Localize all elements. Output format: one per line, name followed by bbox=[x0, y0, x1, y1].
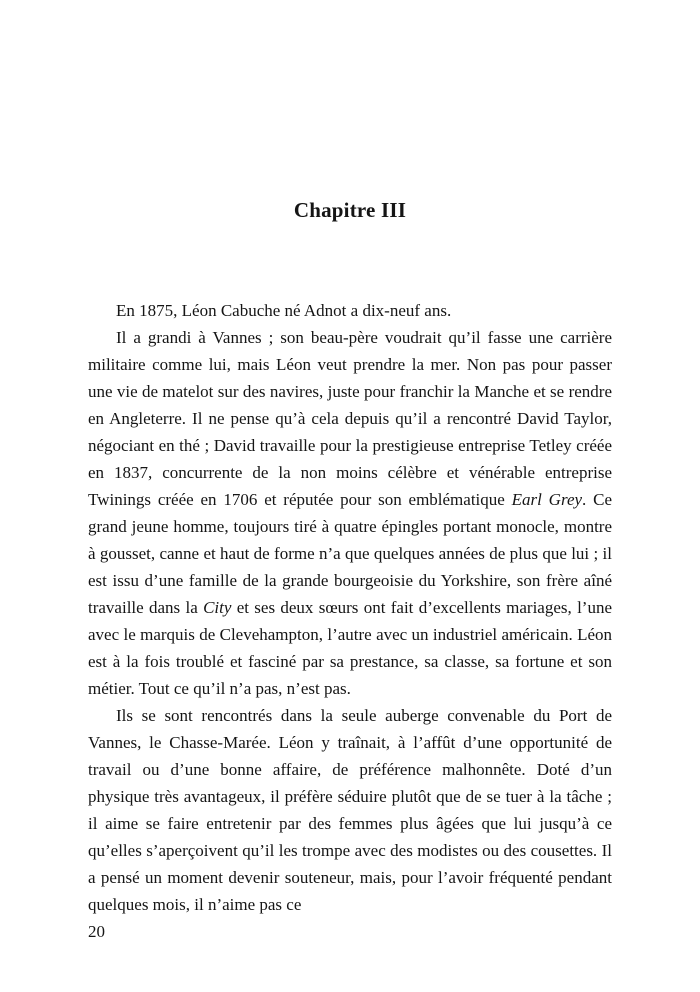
text-run: . Ce grand jeune homme, toujours tiré à quatre épingles portant monocle, montre à gousset, canne et haut de forme n’a que quelques années de plus que lui ; il est issu d’une famille de la grande bourgeoisie du Yorkshire, son frère aîné travaille dans la bbox=[88, 490, 612, 617]
text-run: Ils se sont rencontrés dans la seule auberge convenable du Port de Vannes, le Chasse-Marée. Léon y traînait, à l’affût d’une opportunité de travail ou d’une bonne affaire, de préférence malhonnête. Doté d’un physique très avantageux, il préfère séduire plutôt que de se tuer à la tâche ; il aime se faire entretenir par des femmes plus âgées que lui jusqu’à ce qu’elles s’aperçoivent qu’il les trompe avec des modistes ou des cousettes. Il a pensé un moment devenir souteneur, mais, pour l’avoir fréquenté pendant quelques mois, il n’aime pas ce bbox=[88, 706, 612, 914]
text-run: et ses deux sœurs ont fait d’excellents mariages, l’une avec le marquis de Clevehampton, l’autre avec un industriel américain. Léon est à la fois troublé et fasciné par sa prestance, sa classe, sa fortune et son métier. Tout ce qu’il n’a pas, n’est pas. bbox=[88, 598, 612, 698]
text-run: Il a grandi à Vannes ; son beau-père voudrait qu’il fasse une carrière militaire comme lui, mais Léon veut prendre la mer. Non pas pour passer une vie de matelot sur des navires, juste pour franchir la Manche et se rendre en Angleterre. Il ne pense qu’à cela depuis qu’il a rencontré David Taylor, négociant en thé ; David travaille pour la prestigieuse entreprise Tetley créée en 1837, concurrente de la non moins célèbre et vénérable entreprise Twinings créée en 1706 et réputée pour son emblématique bbox=[88, 328, 612, 509]
paragraph bbox=[88, 297, 612, 324]
page-number: 20 bbox=[88, 922, 105, 941]
chapter-title: Chapitre III bbox=[293, 198, 407, 222]
text-run-italic: City bbox=[203, 598, 232, 617]
paragraph bbox=[88, 324, 612, 702]
paragraph bbox=[88, 702, 612, 918]
page-body bbox=[88, 297, 612, 918]
text-run-italic: Earl Grey bbox=[511, 490, 583, 509]
text-run: En 1875, Léon Cabuche né Adnot a dix-neuf ans. bbox=[116, 301, 452, 320]
